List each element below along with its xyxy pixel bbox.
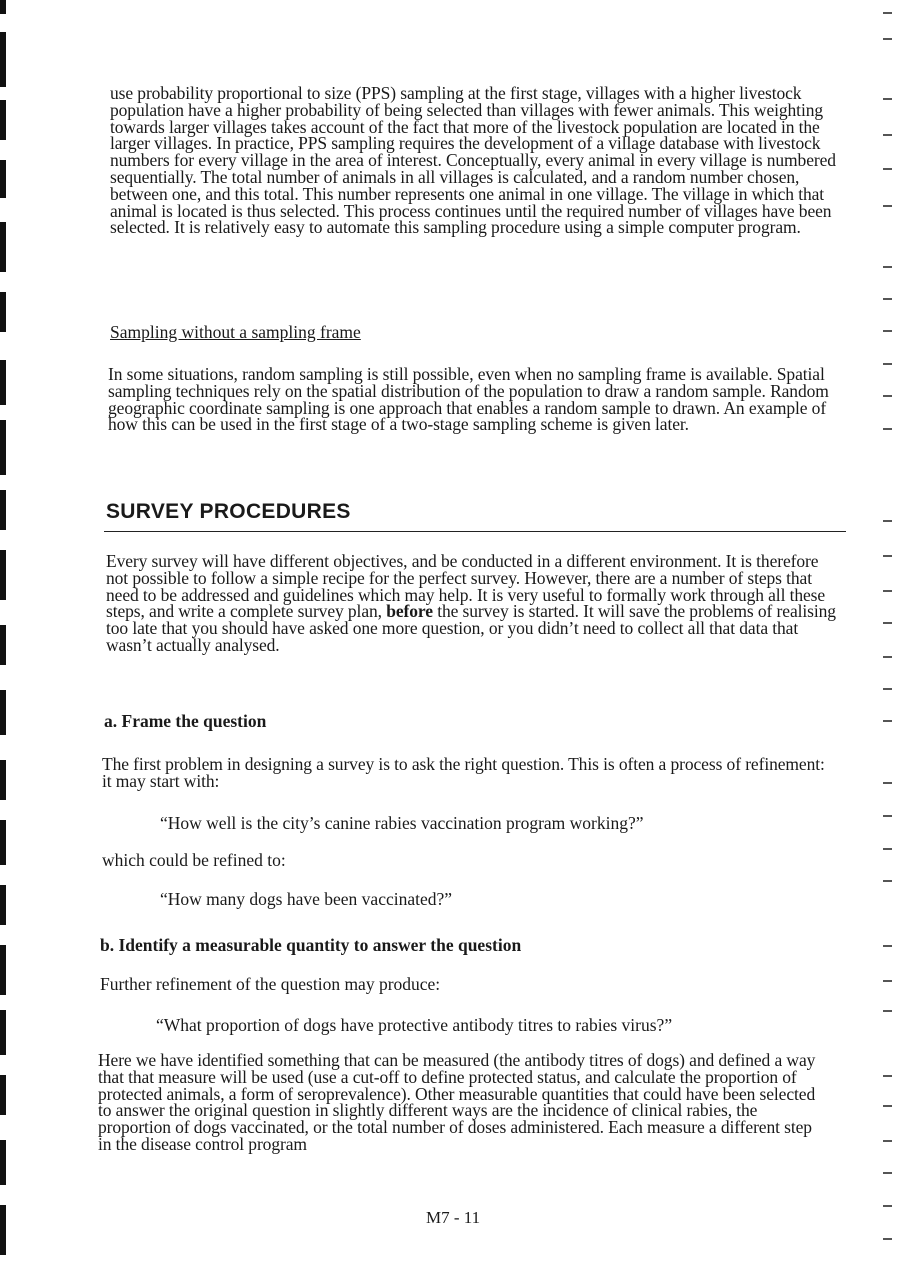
no-frame-paragraph: In some situations, random sampling is still possible, even when no sampling frame is available. Spatial sampling techniques rely on the spatial distribution of the population to draw a random sample. Random geographic coordinate sampling is one approach that enables a random sample to drawn. An example of how this can be used in the first stage of a two-stage sampling scheme is given later.: [108, 364, 829, 435]
step-a-heading: a. Frame the question: [104, 711, 267, 731]
section-title: SURVEY PROCEDURES: [106, 500, 351, 523]
intro-text-after: the survey is started. It will save the problems of realising too late that you should have asked one more question, or you didn’t need to collect all that data that wasn’t actually analysed.: [106, 601, 836, 655]
step-b-paragraph: Here we have identified something that can be measured (the antibody titres of dogs) and defined a way that that measure will be used (use a cut-off to define protected status, and calculate the proportion of protected animals, a form of seroprevalence). Other measurable quantities that could have been selected to answer the original question in slightly different ways are the incidence of clinical rabies, the proportion of dogs vaccinated, or the total number of doses administered. Each measure a different step in the disease control program: [98, 1050, 816, 1154]
step-b-heading: b. Identify a measurable quantity to answer the question: [100, 935, 522, 955]
intro-text-before: Every survey will have different objectives, and be conducted in a different environment. It is therefore not possible to follow a simple recipe for the perfect survey. However, there are a number of steps that need to be addressed and guidelines which may help. It is very useful to formally work through all these steps, and write a complete survey plan,: [106, 551, 826, 622]
intro-emphasis: before: [386, 601, 433, 622]
step-a-text: The first problem in designing a survey is to ask the right question. This is often a process of refinement: it may start with:: [102, 754, 825, 791]
no-frame-heading: Sampling without a sampling frame: [110, 322, 361, 342]
page-number: M7 - 11: [426, 1208, 481, 1227]
intro-paragraph: [106, 553, 842, 654]
pps-paragraph: use probability proportional to size (PPS) sampling at the first stage, villages with a higher livestock population have a higher probability of being selected than villages with fewer animals. This weighting towards larger villages takes account of the fact that more of the livestock population are located in the larger villages. In practice, PPS sampling requires the development of a village database with livestock numbers for every village in the area of interest. Conceptually, every animal in every village is numbered sequentially. The total number of animals in all villages is calculated, and a random number chosen, between one, and this total. This number represents one animal in one village. The village in which that animal is located is thus selected. This process continues until the required number of villages have been selected. It is relatively easy to automate this sampling procedure using a simple computer program.: [110, 83, 836, 238]
step-a-quote-2: “How many dogs have been vaccinated?”: [160, 889, 453, 909]
step-b-quote: “What proportion of dogs have protective antibody titres to rabies virus?”: [156, 1015, 673, 1035]
step-b-text: Further refinement of the question may produce:: [100, 974, 441, 994]
step-a-connector: which could be refined to:: [102, 850, 286, 870]
step-a-quote-1: “How well is the city’s canine rabies vaccination program working?”: [160, 813, 644, 833]
section-divider: [104, 531, 846, 532]
